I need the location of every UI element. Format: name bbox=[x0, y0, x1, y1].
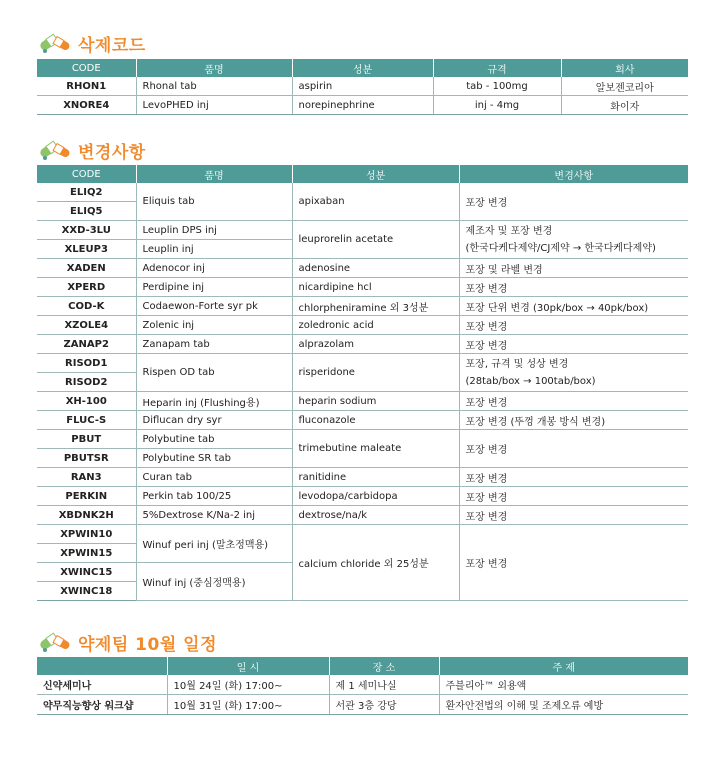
cell-name: Diflucan dry syr bbox=[136, 411, 292, 430]
header-ingredient: 성분 bbox=[292, 59, 433, 77]
cell-change: 포장 변경 bbox=[459, 468, 688, 487]
cell-datetime: 10월 24일 (화) 17:00~ bbox=[167, 675, 329, 695]
table-row bbox=[37, 221, 688, 240]
table-row bbox=[37, 487, 688, 506]
cell-name: Rhonal tab bbox=[136, 77, 292, 96]
cell-name: Winuf peri inj (말초정맥용) bbox=[136, 525, 292, 563]
cell-ingredient: aspirin bbox=[292, 77, 433, 96]
header-spec: 규격 bbox=[433, 59, 561, 77]
table-row bbox=[37, 96, 688, 115]
cell-change: 포장 단위 변경 (30pk/box → 40pk/box) bbox=[459, 297, 688, 316]
cell-change: 포장 및 라벨 변경 bbox=[459, 259, 688, 278]
cell-code: XWINC18 bbox=[37, 582, 136, 601]
cell-change bbox=[459, 354, 688, 392]
cell-ingredient: dextrose/na/k bbox=[292, 506, 459, 525]
cell-name: Leuplin inj bbox=[136, 240, 292, 259]
cell-change: 포장 변경 bbox=[459, 506, 688, 525]
cell-code: FLUC-S bbox=[37, 411, 136, 430]
header-change: 변경사항 bbox=[459, 165, 688, 183]
cell-code: XBDNK2H bbox=[37, 506, 136, 525]
cell-ingredient: chlorpheniramine 외 3성분 bbox=[292, 297, 459, 316]
cell-code: RHON1 bbox=[37, 77, 136, 96]
cell-ingredient: leuprorelin acetate bbox=[292, 221, 459, 259]
header-company: 회사 bbox=[561, 59, 688, 77]
table-row bbox=[37, 695, 688, 715]
cell-name: Eliquis tab bbox=[136, 183, 292, 221]
cell-name: 5%Dextrose K/Na-2 inj bbox=[136, 506, 292, 525]
cell-name: Curan tab bbox=[136, 468, 292, 487]
cell-name: Perkin tab 100/25 bbox=[136, 487, 292, 506]
cell-code: PBUTSR bbox=[37, 449, 136, 468]
table-header-row bbox=[37, 657, 688, 675]
cell-topic: 환자안전법의 이해 및 조제오류 예방 bbox=[439, 695, 688, 715]
cell-topic: 주블리아™ 외용액 bbox=[439, 675, 688, 695]
table-row bbox=[37, 77, 688, 96]
table-row bbox=[37, 392, 688, 411]
section-title-deleted bbox=[38, 30, 146, 56]
cell-code: PERKIN bbox=[37, 487, 136, 506]
header-code: CODE bbox=[37, 59, 136, 77]
cell-change: 포장 변경 bbox=[459, 430, 688, 468]
cell-spec: inj - 4mg bbox=[433, 96, 561, 115]
cell-ingredient: norepinephrine bbox=[292, 96, 433, 115]
cell-change: 포장 변경 bbox=[459, 392, 688, 411]
table-row bbox=[37, 468, 688, 487]
cell-code: XH-100 bbox=[37, 392, 136, 411]
cell-code: XWINC15 bbox=[37, 563, 136, 582]
header-code: CODE bbox=[37, 165, 136, 183]
cell-ingredient: calcium chloride 외 25성분 bbox=[292, 525, 459, 601]
change-line: 포장, 규격 및 성상 변경 bbox=[465, 358, 569, 370]
table-row bbox=[37, 675, 688, 695]
cell-place: 서관 3층 강당 bbox=[329, 695, 439, 715]
header-place: 장 소 bbox=[329, 657, 439, 675]
section-title-text: 약제팀 10월 일정 bbox=[78, 634, 218, 655]
cell-code: PBUT bbox=[37, 430, 136, 449]
cell-ingredient: trimebutine maleate bbox=[292, 430, 459, 468]
cell-code: RAN3 bbox=[37, 468, 136, 487]
table-row bbox=[37, 183, 688, 202]
cell-spec: tab - 100mg bbox=[433, 77, 561, 96]
table-header-row bbox=[37, 59, 688, 77]
change-line: 제조자 및 포장 변경 bbox=[465, 225, 553, 237]
section-title-text: 변경사항 bbox=[78, 142, 146, 163]
cell-name: Heparin inj (Flushing용) bbox=[136, 392, 292, 411]
schedule-table bbox=[37, 657, 688, 715]
cell-company: 화이자 bbox=[561, 96, 688, 115]
cell-code: XZOLE4 bbox=[37, 316, 136, 335]
cell-ingredient: adenosine bbox=[292, 259, 459, 278]
change-line: (28tab/box → 100tab/box) bbox=[465, 375, 596, 387]
cell-company: 알보젠코리아 bbox=[561, 77, 688, 96]
cell-ingredient: zoledronic acid bbox=[292, 316, 459, 335]
table-row bbox=[37, 354, 688, 373]
header-name: 품명 bbox=[136, 165, 292, 183]
pill-capsule-icon bbox=[38, 137, 74, 163]
change-line: (한국다케다제약/CJ제약 → 한국다케다제약) bbox=[465, 242, 656, 254]
cell-code: COD-K bbox=[37, 297, 136, 316]
changes-table bbox=[37, 165, 688, 601]
cell-change: 포장 변경 bbox=[459, 335, 688, 354]
cell-name: Polybutine tab bbox=[136, 430, 292, 449]
cell-name: Leuplin DPS inj bbox=[136, 221, 292, 240]
table-row bbox=[37, 278, 688, 297]
section-title-schedule bbox=[38, 629, 217, 655]
cell-code: XLEUP3 bbox=[37, 240, 136, 259]
header-datetime: 일 시 bbox=[167, 657, 329, 675]
table-row bbox=[37, 430, 688, 449]
cell-change bbox=[459, 221, 688, 259]
deleted-codes-table bbox=[37, 59, 688, 115]
cell-code: XPERD bbox=[37, 278, 136, 297]
cell-code: RISOD2 bbox=[37, 373, 136, 392]
cell-ingredient: nicardipine hcl bbox=[292, 278, 459, 297]
cell-change: 포장 변경 bbox=[459, 525, 688, 601]
cell-change: 포장 변경 bbox=[459, 316, 688, 335]
section-title-text: 삭제코드 bbox=[78, 35, 146, 56]
cell-code: RISOD1 bbox=[37, 354, 136, 373]
cell-name: Winuf inj (중심정맥용) bbox=[136, 563, 292, 601]
cell-code: XNORE4 bbox=[37, 96, 136, 115]
header-name: 품명 bbox=[136, 59, 292, 77]
cell-event: 약무직능향상 워크샵 bbox=[37, 695, 167, 715]
cell-name: LevoPHED inj bbox=[136, 96, 292, 115]
header-event bbox=[37, 657, 167, 675]
cell-name: Zolenic inj bbox=[136, 316, 292, 335]
table-row bbox=[37, 411, 688, 430]
cell-name: Polybutine SR tab bbox=[136, 449, 292, 468]
cell-name: Rispen OD tab bbox=[136, 354, 292, 392]
cell-place: 제 1 세미나실 bbox=[329, 675, 439, 695]
table-header-row bbox=[37, 165, 688, 183]
pill-capsule-icon bbox=[38, 30, 74, 56]
cell-name: Adenocor inj bbox=[136, 259, 292, 278]
cell-code: ZANAP2 bbox=[37, 335, 136, 354]
cell-name: Codaewon-Forte syr pk bbox=[136, 297, 292, 316]
table-row bbox=[37, 259, 688, 278]
cell-ingredient: alprazolam bbox=[292, 335, 459, 354]
header-topic: 주 제 bbox=[439, 657, 688, 675]
cell-code: ELIQ2 bbox=[37, 183, 136, 202]
cell-datetime: 10월 31일 (화) 17:00~ bbox=[167, 695, 329, 715]
cell-ingredient: fluconazole bbox=[292, 411, 459, 430]
cell-ingredient: heparin sodium bbox=[292, 392, 459, 411]
cell-code: XXD-3LU bbox=[37, 221, 136, 240]
table-row bbox=[37, 506, 688, 525]
pill-capsule-icon bbox=[38, 629, 74, 655]
cell-change: 포장 변경 bbox=[459, 183, 688, 221]
table-row bbox=[37, 525, 688, 544]
cell-change: 포장 변경 (뚜껑 개봉 방식 변경) bbox=[459, 411, 688, 430]
table-row bbox=[37, 316, 688, 335]
cell-code: XPWIN10 bbox=[37, 525, 136, 544]
cell-change: 포장 변경 bbox=[459, 487, 688, 506]
cell-name: Zanapam tab bbox=[136, 335, 292, 354]
cell-ingredient: levodopa/carbidopa bbox=[292, 487, 459, 506]
cell-ingredient: apixaban bbox=[292, 183, 459, 221]
cell-ingredient: ranitidine bbox=[292, 468, 459, 487]
table-row bbox=[37, 297, 688, 316]
header-ingredient: 성분 bbox=[292, 165, 459, 183]
cell-code: XADEN bbox=[37, 259, 136, 278]
cell-event: 신약세미나 bbox=[37, 675, 167, 695]
table-row bbox=[37, 335, 688, 354]
cell-ingredient: risperidone bbox=[292, 354, 459, 392]
cell-code: XPWIN15 bbox=[37, 544, 136, 563]
cell-change: 포장 변경 bbox=[459, 278, 688, 297]
cell-code: ELIQ5 bbox=[37, 202, 136, 221]
section-title-changes bbox=[38, 137, 146, 163]
cell-name: Perdipine inj bbox=[136, 278, 292, 297]
